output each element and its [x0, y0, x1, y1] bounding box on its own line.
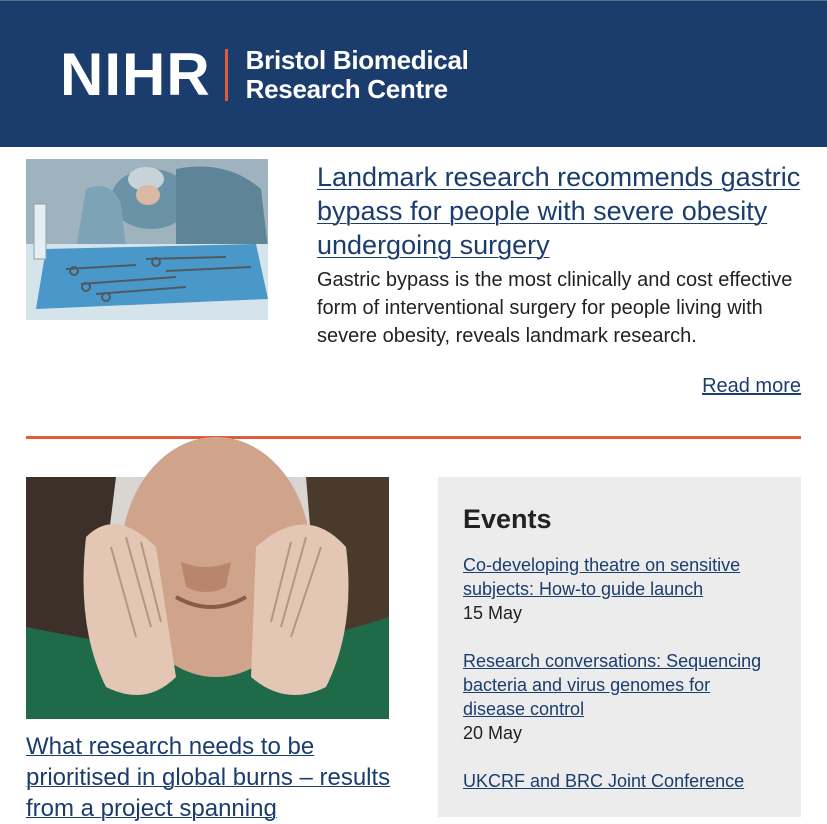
woman-hands-face-photo[interactable] [26, 477, 389, 719]
logo-divider [225, 49, 228, 101]
featured-story [317, 160, 807, 350]
event-date: 15 May [463, 603, 523, 623]
event-title-link[interactable]: Co-developing theatre on sensitive subjects: How-to guide launch [463, 555, 741, 599]
event-item [463, 649, 776, 745]
featured-story-title-link[interactable]: Landmark research recommends gastric bypass for people with severe obesity undergoing surgery [317, 162, 801, 260]
hands-illustration [26, 477, 389, 719]
section-divider [26, 436, 801, 439]
event-date: 20 May [463, 723, 523, 743]
featured-story-summary: Gastric bypass is the most clinically and cost effective form of interventional surgery for people living with severe obesity, reveals landmark research. [317, 269, 793, 347]
event-item [463, 553, 776, 625]
second-story-title-link[interactable]: What research needs to be prioritised in global burns – results from a project spanning [26, 733, 391, 822]
event-title-link[interactable]: UKCRF and BRC Joint Conference [463, 771, 745, 791]
event-item [463, 769, 776, 793]
surgery-illustration [26, 159, 268, 320]
events-panel [438, 477, 801, 817]
event-title-link[interactable]: Research conversations: Sequencing bacteria and virus genomes for disease control [463, 651, 762, 719]
nihr-logo[interactable] [60, 41, 469, 108]
logo-wordmark: NIHR [60, 41, 211, 108]
read-more-link[interactable]: Read more [702, 375, 801, 397]
events-heading: Events [463, 504, 552, 534]
logo-line-2: Research Centre [245, 74, 448, 104]
logo-line-1: Bristol Biomedical [245, 45, 469, 75]
logo-text [246, 46, 469, 104]
header-banner [0, 0, 827, 147]
surgery-photo[interactable] [26, 159, 268, 320]
